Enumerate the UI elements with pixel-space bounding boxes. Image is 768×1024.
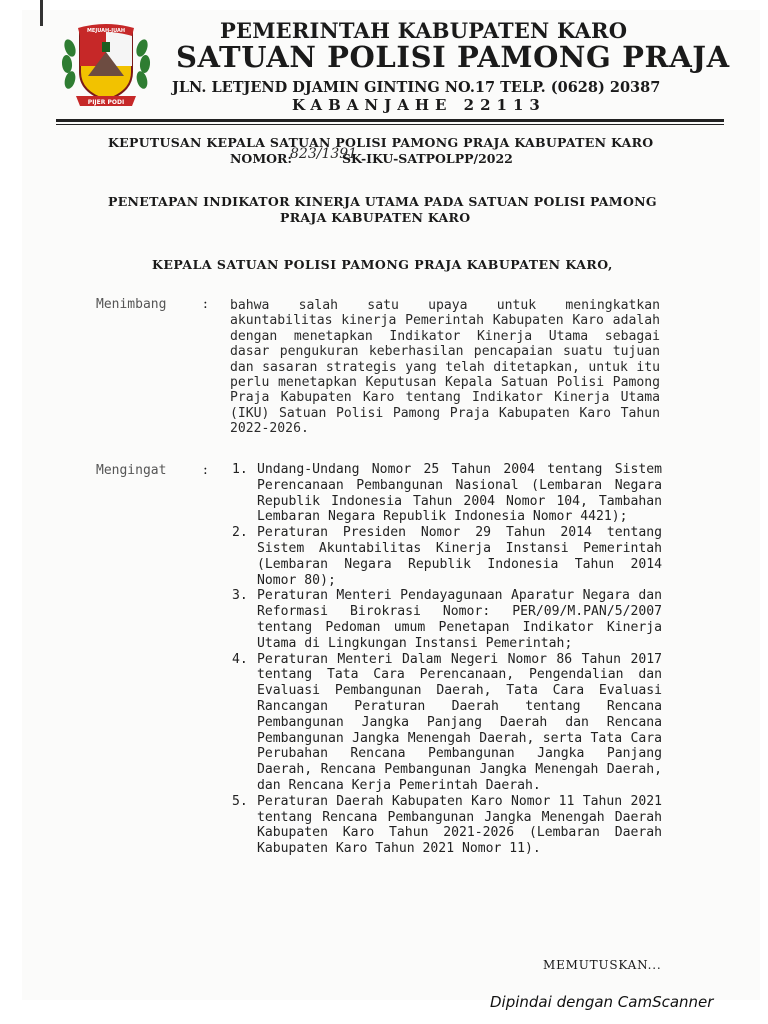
address-line: JLN. LETJEND DJAMIN GINTING NO.17 TELP. (0628) 20387 xyxy=(172,79,661,96)
city-line: KABANJAHE 22113 xyxy=(292,96,546,114)
list-item-text: Peraturan Presiden Nomor 29 Tahun 2014 tentang Sistem Akuntabilitas Kinerja Instansi Pemerintah (Lembaran Negara Republik Indonesia Tahun 2014 Nomor 80); xyxy=(257,525,662,588)
letterhead-rule-thin xyxy=(56,124,724,125)
list-item-number: 5. xyxy=(232,793,248,809)
mengingat-label: Mengingat xyxy=(96,463,167,478)
decree-number-handwritten: 823/1391 xyxy=(290,146,358,162)
list-item xyxy=(230,652,662,794)
list-item-number: 2. xyxy=(232,525,248,541)
list-item xyxy=(230,794,662,857)
list-item-number: 1. xyxy=(232,462,248,477)
list-item xyxy=(230,462,662,525)
decree-number-code: SK-IKU-SATPOLPP/2022 xyxy=(342,151,513,166)
list-item-number: 3. xyxy=(232,588,248,604)
list-item-text: Peraturan Menteri Dalam Negeri Nomor 86 Tahun 2017 tentang Tata Cara Perencanaan, Pengendalian dan Evaluasi Pembangunan Daerah, Tata Cara Evaluasi Rancangan Peraturan Daerah tentang Rencana Pembangunan Jangka Panjang Daerah dan Rencana Pembangunan Jangka Menengah Daerah, serta Tata Cara Perubahan Rencana Pembangunan Jangka Panjang Daerah, Rencana Pembangunan Jangka Menengah Daerah, dan Rencana Kerja Pemerintah Daerah. xyxy=(257,651,662,793)
scan-edge-mark xyxy=(40,0,43,26)
scanner-watermark: Dipindai dengan CamScanner xyxy=(490,993,714,1011)
decree-title: KEPUTUSAN KEPALA SATUAN POLISI PAMONG PRAJA KABUPATEN KARO xyxy=(108,135,654,150)
decree-number-label: NOMOR: xyxy=(230,151,293,166)
logo-banner-text: MEJUAH-JUAH xyxy=(86,28,126,34)
signer-heading: KEPALA SATUAN POLISI PAMONG PRAJA KABUPATEN KARO, xyxy=(152,257,613,272)
agency-heading: SATUAN POLISI PAMONG PRAJA xyxy=(176,40,730,74)
mengingat-colon: : xyxy=(203,462,208,478)
list-item xyxy=(230,525,662,588)
list-item-text: Peraturan Daerah Kabupaten Karo Nomor 11 Tahun 2021 tentang Rencana Pembangunan Jangka Menengah Daerah Kabupaten Karo Tahun 2021-2026 (Lembaran Daerah Kabupaten Karo Tahun 2021 Nomor 11). xyxy=(257,793,662,857)
list-item-text: Peraturan Menteri Pendayagunaan Aparatur Negara dan Reformasi Birokrasi Nomor: PER/09/M.PAN/5/2007 tentang Pedoman umum Penetapan Indikator Kinerja Utama di Lingkungan Instansi Pemerintah; xyxy=(257,588,662,651)
menimbang-text: bahwa salah satu upaya untuk meningkatkan akuntabilitas kinerja Pemerintah Kabupaten Karo adalah dengan menetapkan Indikator Kinerja Utama sebagai dasar pengukuran keberhasilan pencapaian suatu tujuan dan sasaran strategis yang telah ditetapkan, untuk itu perlu menetapkan Keputusan Kepala Satuan Polisi Pamong Praja Kabupaten Karo tentang Indikator Kinerja Utama (IKU) Satuan Polisi Pamong Praja Kabupaten Karo Tahun 2022-2026. xyxy=(230,298,660,437)
decree-subject-line-1: PENETAPAN INDIKATOR KINERJA UTAMA PADA SATUAN POLISI PAMONG xyxy=(108,194,657,209)
karo-regency-coat-of-arms-icon xyxy=(58,18,154,110)
list-item-number: 4. xyxy=(232,651,248,667)
government-heading: PEMERINTAH KABUPATEN KARO xyxy=(220,18,628,43)
decree-subject-line-2: PRAJA KABUPATEN KARO xyxy=(280,210,471,225)
continuation-text: MEMUTUSKAN... xyxy=(543,958,662,972)
mengingat-list xyxy=(230,462,662,857)
list-item-text: Undang-Undang Nomor 25 Tahun 2004 tentang Sistem Perencanaan Pembangunan Nasional (Lembaran Negara Republik Indonesia Tahun 2004 Nomor 104, Tambahan Lembaran Negara Republik Indonesia Nomor 4421); xyxy=(257,462,662,525)
menimbang-colon: : xyxy=(203,296,208,312)
menimbang-label: Menimbang xyxy=(96,297,167,312)
logo-ribbon-text: PIJER PODI xyxy=(87,99,125,106)
list-item xyxy=(230,588,662,651)
letterhead-rule-thick xyxy=(56,119,724,122)
